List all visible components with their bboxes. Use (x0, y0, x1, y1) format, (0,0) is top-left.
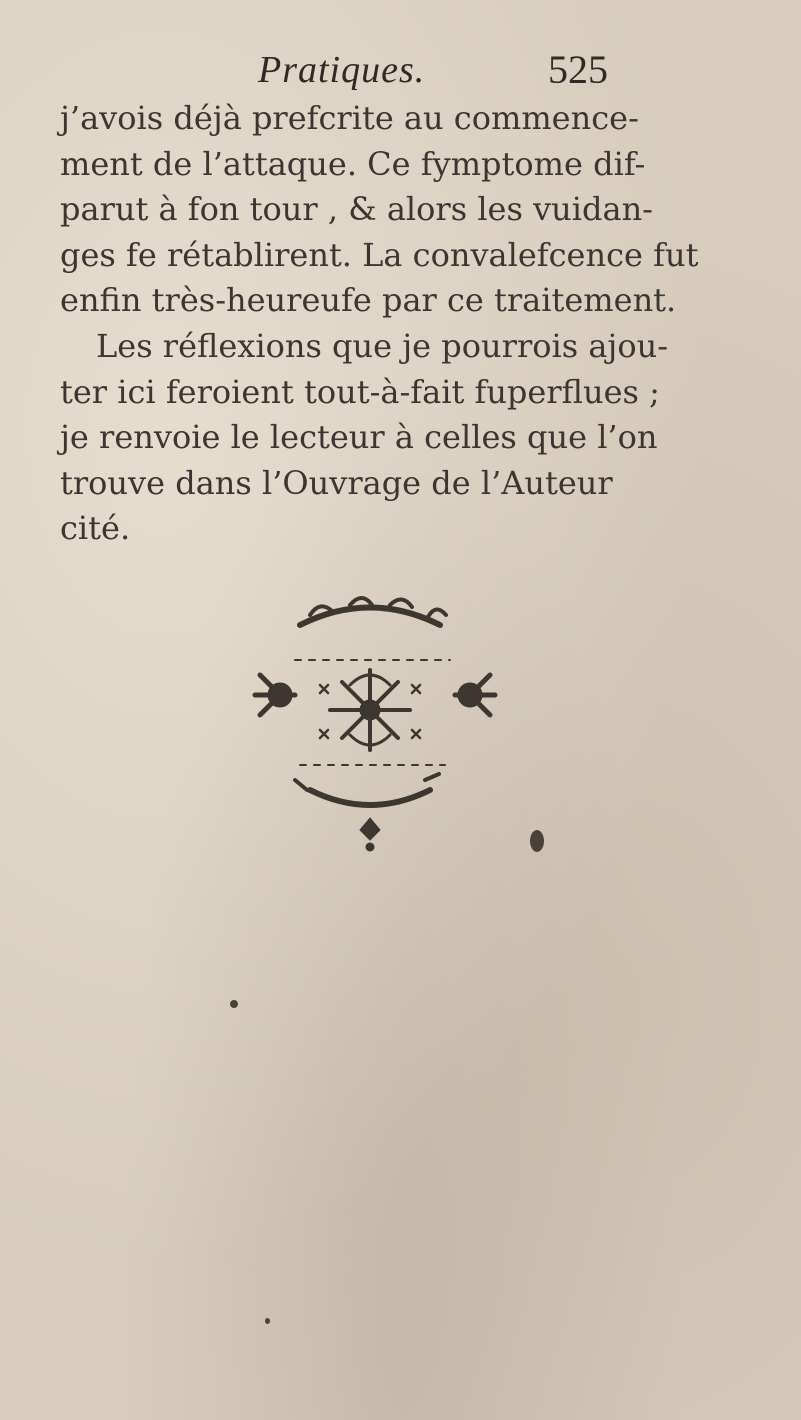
ink-speck (530, 830, 544, 852)
text-line: trouve dans l’Ouvrage de l’Auteur (60, 463, 613, 502)
text-line: ges fe rétablirent. La convalefcence fut (60, 235, 699, 274)
text-line: parut à fon tour , & alors les vuidan- (60, 190, 653, 229)
text-line: enfin très-heureufe par ce traitement. (60, 281, 677, 320)
page-number: 525 (548, 47, 608, 92)
text-line: cité. (60, 509, 131, 548)
body-paragraphs (60, 96, 760, 552)
text-line: ter ici feroient tout-à-fait fuperflues ; (60, 372, 660, 411)
text-line: ment de l’attaque. Ce fymptome dif- (60, 144, 646, 183)
text-line: Les réflexions que je pourrois ajou- (96, 326, 669, 365)
fleuron-tailpiece-icon (200, 575, 540, 875)
text-line: je renvoie le lecteur à celles que l’on (60, 418, 658, 457)
ink-speck (230, 1000, 238, 1008)
ink-speck (265, 1318, 270, 1324)
running-title: Pratiques. (258, 49, 426, 91)
text-line: j’avois déjà prefcrite au commence- (60, 99, 639, 137)
page-header (0, 42, 801, 102)
